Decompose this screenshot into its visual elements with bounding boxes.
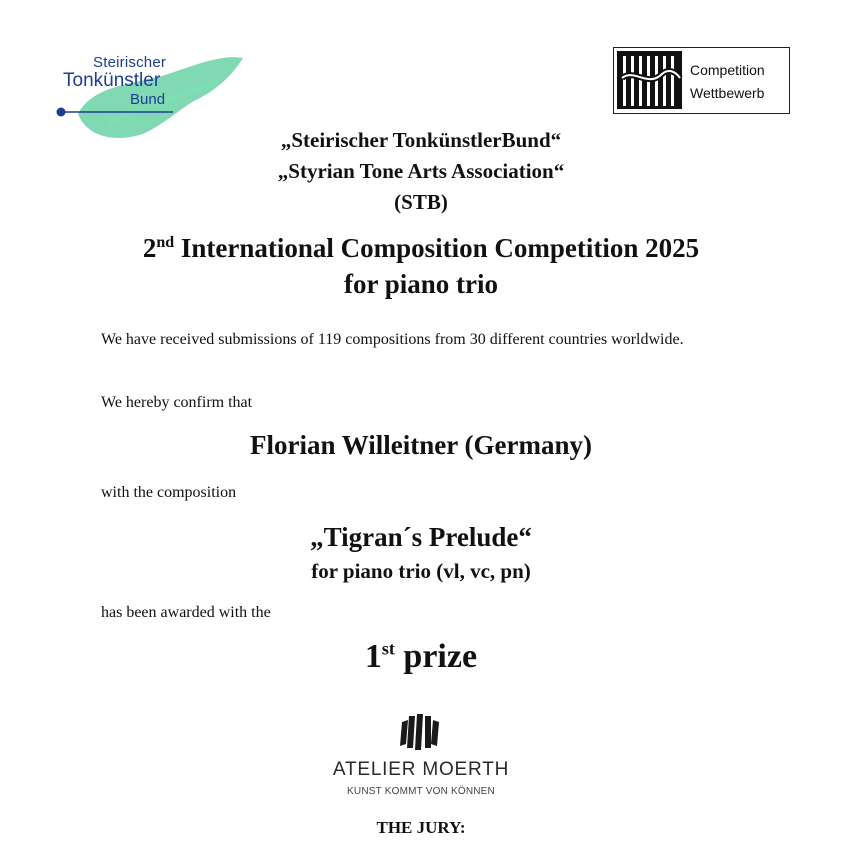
competition-logo (613, 47, 790, 114)
atelier-moerth-logo (321, 712, 521, 802)
composition-title: „Tigran´s Prelude“ (310, 522, 532, 552)
stb-logo-text-1: Steirischer (93, 54, 167, 71)
competition-title-text: International Composition Competition 2025 (174, 233, 700, 263)
atelier-mark-icon (321, 712, 521, 754)
prize-ordinal-suffix: st (381, 638, 395, 659)
winner-name: Florian Willeitner (Germany) (250, 430, 592, 460)
competition-ordinal-suffix: nd (156, 234, 175, 251)
stb-logo-text-3: Bund (130, 91, 166, 108)
piano-keys-icon (614, 48, 686, 112)
confirm-text: We hereby confirm that (101, 394, 253, 411)
stb-logo-text-2: Tonkünstler (63, 70, 161, 91)
competition-ordinal: 2 (142, 233, 157, 263)
prize-label (0, 638, 842, 676)
composition-instrumentation: for piano trio (vl, vc, pn) (311, 559, 531, 583)
org-name-german: „Steirischer TonkünstlerBund“ (280, 128, 562, 152)
sponsor-name: ATELIER MOERTH (332, 759, 510, 780)
sponsor-tagline: KUNST KOMMT VON KÖNNEN (347, 786, 495, 797)
prize-ordinal: 1 (364, 638, 382, 675)
prize-text: prize (394, 638, 478, 675)
org-name-english: „Styrian Tone Arts Association“ (277, 159, 565, 183)
intro-text: We have received submissions of 119 compositions from 30 different countries worldwide. (101, 331, 684, 348)
competition-category: for piano trio (344, 269, 498, 299)
jury-heading: THE JURY: (376, 818, 466, 837)
competition-logo-text-2: Wettbewerb (690, 85, 765, 101)
org-abbreviation: (STB) (394, 190, 448, 214)
competition-title (0, 233, 842, 264)
awarded-text: has been awarded with the (101, 604, 271, 621)
with-composition-text: with the composition (101, 484, 237, 501)
competition-logo-text-1: Competition (690, 62, 765, 78)
